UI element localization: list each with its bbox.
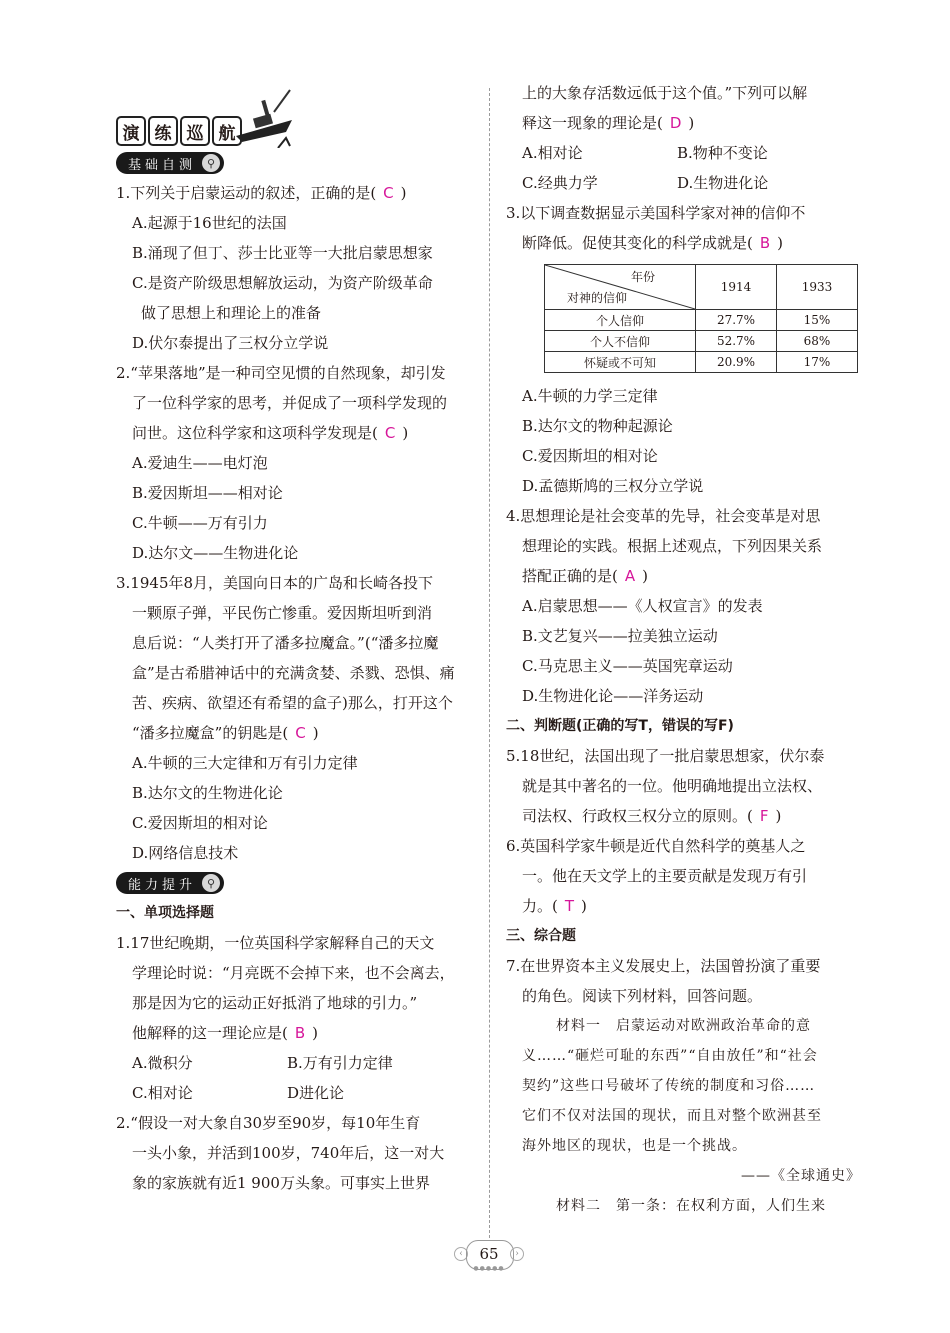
survey-table — [544, 264, 858, 373]
question-stem: 想理论的实践。根据上述观点，下列因果关系 — [522, 537, 823, 555]
question-stem: 2.“苹果落地”是一种司空见惯的自然现象，却引发 — [116, 364, 446, 382]
warship-icon — [234, 86, 294, 148]
option-row — [506, 168, 861, 198]
question-stem: 4.思想理论是社会变革的先导，社会变革是对思 — [506, 507, 821, 525]
row-label: 个人信仰 — [545, 310, 696, 331]
option: A.微积分 — [132, 1054, 193, 1072]
part-heading: 一、单项选择题 — [116, 905, 214, 921]
answer: A — [624, 567, 636, 585]
question-stem: 5.18世纪，法国出现了一批启蒙思想家，伏尔泰 — [506, 747, 825, 765]
option: A.牛顿的三大定律和万有引力定律 — [132, 754, 358, 772]
question-stem: 力。( T ) — [522, 897, 587, 915]
option: A.启蒙思想——《人权宣言》的发表 — [522, 597, 763, 615]
material-text: 它们不仅对法国的现状，而且对整个欧洲甚至 — [522, 1108, 822, 1124]
question-stem: 盒”是古希腊神话中的充满贪婪、杀戮、恐惧、痛 — [132, 664, 455, 682]
option: C.爱因斯坦的相对论 — [522, 447, 658, 465]
answer: C — [383, 184, 394, 202]
chevron-right-icon: › — [510, 1247, 524, 1261]
question-stem: 断降低。促使其变化的科学成就是( B ) — [522, 234, 784, 252]
option: B.达尔文的生物进化论 — [132, 784, 283, 802]
table-header-diagonal — [545, 265, 696, 310]
table-row — [545, 352, 858, 373]
left-column — [116, 78, 471, 1198]
row-label: 怀疑或不可知 — [545, 352, 696, 373]
question-stem: 3.以下调查数据显示美国科学家对神的信仰不 — [506, 204, 806, 222]
question-stem: 苦、疾病、欲望还有希望的盒子)那么，打开这个 — [132, 694, 453, 712]
question-stem: 他解释的这一理论应是( B ) — [132, 1024, 319, 1042]
banner-char: 练 — [148, 116, 178, 146]
cell: 27.7% — [696, 310, 777, 331]
question-stem: 学理论时说：“月亮既不会掉下来，也不会离去， — [132, 964, 455, 982]
material-text: 契约”这些口号破坏了传统的制度和习俗…… — [522, 1078, 816, 1094]
option: B.物种不变论 — [677, 144, 768, 162]
option-continued: 做了思想上和理论上的准备 — [141, 304, 322, 322]
option: D.生物进化论 — [677, 174, 769, 192]
option: A.爱迪生——电灯泡 — [132, 454, 268, 472]
option: B.涌现了但丁、莎士比亚等一大批启蒙思想家 — [132, 244, 433, 262]
row-label: 个人不信仰 — [545, 331, 696, 352]
question-stem: 就是其中著名的一位。他明确地提出立法权、 — [522, 777, 823, 795]
answer: B — [294, 1024, 306, 1042]
option: D.伏尔泰提出了三权分立学说 — [132, 334, 329, 352]
option-row — [116, 1048, 471, 1078]
option: D.孟德斯鸠的三权分立学说 — [522, 477, 704, 495]
page-number: 65 — [479, 1245, 499, 1263]
answer: C — [384, 424, 396, 442]
option: D进化论 — [287, 1084, 345, 1102]
option: D.生物进化论——洋务运动 — [522, 687, 704, 705]
part-heading: 三、综合题 — [506, 928, 576, 944]
right-column — [506, 78, 861, 1221]
cell: 52.7% — [696, 331, 777, 352]
column-divider — [489, 88, 490, 1238]
header-year-value: 1933 — [777, 265, 858, 310]
option: C.是资产阶级思想解放运动，为资产阶级革命 — [132, 274, 433, 292]
question-stem: 司法权、行政权三权分立的原则。( F ) — [522, 807, 782, 825]
option: A.起源于16世纪的法国 — [132, 214, 287, 232]
material-text: 海外地区的现状，也是一个挑战。 — [522, 1138, 747, 1154]
question-stem: 1.下列关于启蒙运动的叙述，正确的是( C ) — [116, 184, 407, 202]
option: C.相对论 — [132, 1084, 193, 1102]
question-stem: 象的家族就有近1 900万头象。可事实上世界 — [132, 1174, 430, 1192]
question-stem: 2.“假设一对大象自30岁至90岁，每10年生育 — [116, 1114, 421, 1132]
answer: B — [759, 234, 771, 252]
question-stem: 7.在世界资本主义发展史上，法国曾扮演了重要 — [506, 957, 821, 975]
banner-char: 演 — [116, 116, 146, 146]
answer: D — [669, 114, 682, 132]
part-heading: 二、判断题(正确的写T，错误的写F) — [506, 718, 734, 734]
page-number-badge — [454, 1238, 524, 1274]
table-row — [545, 331, 858, 352]
option-row — [506, 138, 861, 168]
question-stem: 一。他在天文学上的主要贡献是发现万有引 — [522, 867, 808, 885]
magnifier-icon: ⚲ — [202, 874, 220, 892]
cell: 20.9% — [696, 352, 777, 373]
material-source: ——《全球通史》 — [741, 1168, 861, 1184]
question-stem: 6.英国科学家牛顿是近代自然科学的奠基人之 — [506, 837, 806, 855]
header-belief: 对神的信仰 — [567, 291, 628, 305]
option: C.爱因斯坦的相对论 — [132, 814, 268, 832]
question-stem: 的角色。阅读下列材料，回答问题。 — [522, 987, 763, 1005]
dots-decoration: ●●●●● — [473, 1265, 505, 1272]
option-row — [116, 1078, 471, 1108]
question-stem: 搭配正确的是( A ) — [522, 567, 648, 585]
option: B.万有引力定律 — [287, 1054, 393, 1072]
cell: 17% — [777, 352, 858, 373]
question-stem: 一头小象，并活到100岁，740年后，这一对大 — [132, 1144, 445, 1162]
option: A.相对论 — [522, 144, 583, 162]
material-text: 材料二 第一条：在权利方面，人们生来 — [556, 1198, 826, 1214]
question-stem: 一颗原子弹，平民伤亡惨重。爱因斯坦听到消 — [132, 604, 433, 622]
chevron-left-icon: ‹ — [454, 1247, 468, 1261]
section-banner — [116, 78, 471, 148]
question-stem: 了一位科学家的思考，并促成了一项科学发现的 — [132, 394, 448, 412]
answer: C — [295, 724, 306, 742]
question-stem: 3.1945年8月，美国向日本的广岛和长崎各投下 — [116, 574, 434, 592]
option: C.牛顿——万有引力 — [132, 514, 268, 532]
option: D.达尔文——生物进化论 — [132, 544, 299, 562]
question-stem: 问世。这位科学家和这项科学发现是( C ) — [132, 424, 409, 442]
material-text: 材料一 启蒙运动对欧洲政治革命的意 — [556, 1018, 811, 1034]
section-tag-basic: 基础自测 ⚲ — [116, 152, 224, 174]
option: C.经典力学 — [522, 174, 598, 192]
cell: 68% — [777, 331, 858, 352]
magnifier-icon: ⚲ — [202, 154, 220, 172]
header-year: 年份 — [630, 270, 655, 284]
question-stem: 那是因为它的运动正好抵消了地球的引力。” — [132, 994, 418, 1012]
banner-char: 航 — [212, 116, 242, 146]
question-stem: 息后说：“人类打开了潘多拉魔盒。”(“潘多拉魔 — [132, 634, 439, 652]
option: A.牛顿的力学三定律 — [522, 387, 658, 405]
option: B.文艺复兴——拉美独立运动 — [522, 627, 718, 645]
answer: F — [759, 807, 769, 825]
banner-title — [116, 116, 244, 146]
cell: 15% — [777, 310, 858, 331]
banner-char: 巡 — [180, 116, 210, 146]
question-stem: 释这一现象的理论是( D ) — [522, 114, 695, 132]
option: D.网络信息技术 — [132, 844, 239, 862]
section-tag-advanced: 能力提升 ⚲ — [116, 872, 224, 894]
table-row — [545, 310, 858, 331]
option: C.马克思主义——英国宪章运动 — [522, 657, 733, 675]
question-stem: “潘多拉魔盒”的钥匙是( C ) — [132, 724, 319, 742]
answer: T — [564, 897, 575, 915]
material-text: 义……“砸烂可耻的东西”“自由放任”和“社会 — [522, 1048, 818, 1064]
option: B.爱因斯坦——相对论 — [132, 484, 283, 502]
header-year-value: 1914 — [696, 265, 777, 310]
question-stem: 上的大象存活数远低于这个值。”下列可以解 — [522, 84, 808, 102]
question-stem: 1.17世纪晚期，一位英国科学家解释自己的天文 — [116, 934, 435, 952]
option: B.达尔文的物种起源论 — [522, 417, 673, 435]
